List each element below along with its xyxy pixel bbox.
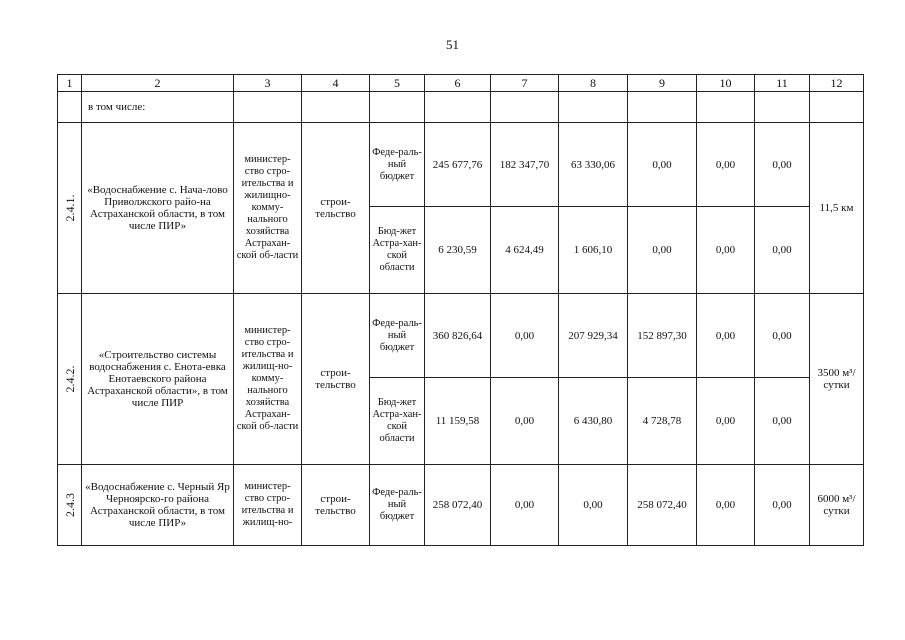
responsible-ministry: министер-ство стро-ительства и жилищно-комму-нального хозяйства Астрахан-ской об-ласти bbox=[234, 123, 302, 294]
work-type: строи-тельство bbox=[302, 294, 370, 465]
value-cell: 0,00 bbox=[697, 123, 755, 207]
value-cell: 360 826,64 bbox=[425, 294, 491, 378]
funding-source: Феде-раль-ный бюджет bbox=[370, 123, 425, 207]
value-cell: 0,00 bbox=[697, 294, 755, 378]
project-number-cell bbox=[58, 465, 82, 546]
capacity: 6000 м³/ сутки bbox=[810, 465, 864, 546]
project-number: 2.4.2. bbox=[62, 365, 77, 393]
project-number-cell bbox=[58, 294, 82, 465]
value-cell: 0,00 bbox=[697, 207, 755, 294]
value-cell: 0,00 bbox=[755, 207, 810, 294]
value-cell: 258 072,40 bbox=[425, 465, 491, 546]
header-cell: 10 bbox=[697, 75, 755, 92]
funding-source: Бюд-жет Астра-хан-ской области bbox=[370, 207, 425, 294]
value-cell: 4 728,78 bbox=[628, 378, 697, 465]
value-cell: 0,00 bbox=[697, 465, 755, 546]
value-cell: 0,00 bbox=[755, 123, 810, 207]
responsible-ministry: министер-ство стро-ительства и жилищ-но- bbox=[234, 465, 302, 546]
value-cell: 245 677,76 bbox=[425, 123, 491, 207]
project-name: «Строительство системы водоснабжения с. Енота-евка Енотаевского района Астраханской области», в том числе ПИР bbox=[82, 294, 234, 465]
value-cell: 0,00 bbox=[755, 465, 810, 546]
budget-table bbox=[57, 74, 864, 546]
value-cell: 0,00 bbox=[491, 465, 559, 546]
funding-source: Бюд-жет Астра-хан-ской области bbox=[370, 378, 425, 465]
page-number: 51 bbox=[446, 37, 459, 52]
value-cell: 6 230,59 bbox=[425, 207, 491, 294]
capacity: 3500 м³/ сутки bbox=[810, 294, 864, 465]
value-cell: 0,00 bbox=[628, 207, 697, 294]
header-cell: 4 bbox=[302, 75, 370, 92]
subheader-label: в том числе: bbox=[82, 92, 234, 123]
project-number: 2.4.1. bbox=[62, 194, 77, 222]
value-cell: 207 929,34 bbox=[559, 294, 628, 378]
value-cell: 0,00 bbox=[628, 123, 697, 207]
value-cell: 0,00 bbox=[755, 294, 810, 378]
table-row bbox=[58, 123, 864, 207]
capacity: 11,5 км bbox=[810, 123, 864, 294]
value-cell: 11 159,58 bbox=[425, 378, 491, 465]
header-cell: 8 bbox=[559, 75, 628, 92]
value-cell: 1 606,10 bbox=[559, 207, 628, 294]
header-cell: 9 bbox=[628, 75, 697, 92]
value-cell: 63 330,06 bbox=[559, 123, 628, 207]
project-name: «Водоснабжение с. Нача-лово Приволжского райо-на Астраханской области, в том числе ПИР» bbox=[82, 123, 234, 294]
value-cell: 152 897,30 bbox=[628, 294, 697, 378]
header-cell: 3 bbox=[234, 75, 302, 92]
responsible-ministry: министер-ство стро-ительства и жилищ-но-комму-нального хозяйства Астрахан-ской об-ласти bbox=[234, 294, 302, 465]
header-row bbox=[58, 75, 864, 92]
header-cell: 12 bbox=[810, 75, 864, 92]
header-cell: 7 bbox=[491, 75, 559, 92]
value-cell: 4 624,49 bbox=[491, 207, 559, 294]
value-cell: 0,00 bbox=[491, 378, 559, 465]
project-number-cell bbox=[58, 123, 82, 294]
work-type: строи-тельство bbox=[302, 123, 370, 294]
value-cell: 0,00 bbox=[755, 378, 810, 465]
value-cell: 258 072,40 bbox=[628, 465, 697, 546]
funding-source: Феде-раль-ный бюджет bbox=[370, 294, 425, 378]
header-cell: 6 bbox=[425, 75, 491, 92]
value-cell: 0,00 bbox=[491, 294, 559, 378]
project-name: «Водоснабжение с. Черный Яр Черноярско-го района Астраханской области, в том числе ПИР» bbox=[82, 465, 234, 546]
subheader-row bbox=[58, 92, 864, 123]
table-row bbox=[58, 294, 864, 378]
value-cell: 0,00 bbox=[559, 465, 628, 546]
funding-source: Феде-раль-ный бюджет bbox=[370, 465, 425, 546]
header-cell: 2 bbox=[82, 75, 234, 92]
project-number: 2.4.3 bbox=[62, 493, 77, 517]
table-row bbox=[58, 465, 864, 546]
value-cell: 182 347,70 bbox=[491, 123, 559, 207]
header-cell: 11 bbox=[755, 75, 810, 92]
value-cell: 0,00 bbox=[697, 378, 755, 465]
header-cell: 5 bbox=[370, 75, 425, 92]
header-cell: 1 bbox=[58, 75, 82, 92]
value-cell: 6 430,80 bbox=[559, 378, 628, 465]
work-type: строи-тельство bbox=[302, 465, 370, 546]
